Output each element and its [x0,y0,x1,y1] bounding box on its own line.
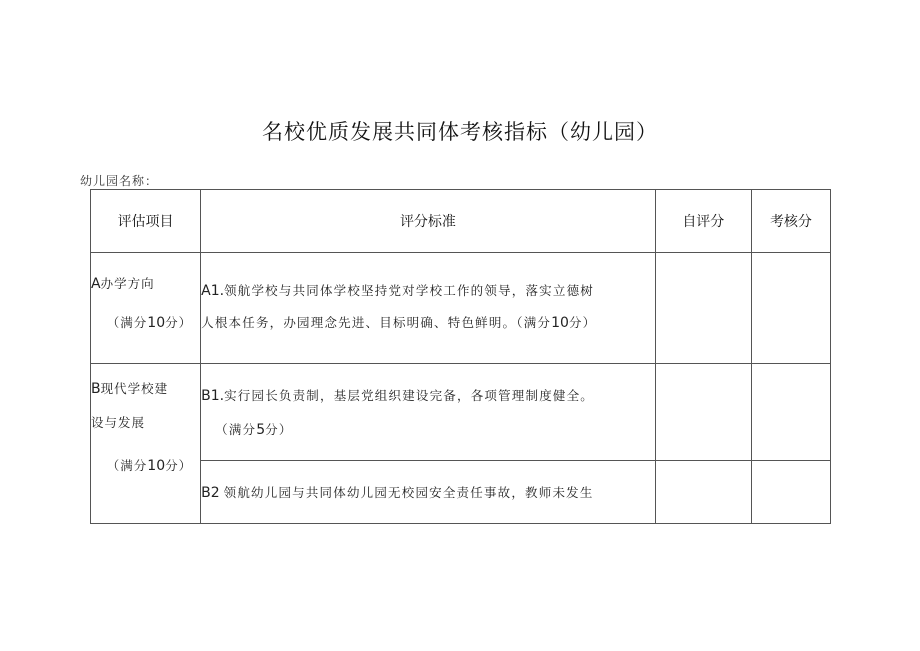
document-title: 名校优质发展共同体考核指标（幼儿园） [262,120,658,144]
item-b-name1: 现代学校建 [100,381,169,396]
item-a-label [91,275,200,293]
assessment-table [90,189,831,524]
max-score-prefix: （满分 [106,458,148,473]
standard-cell-b1 [201,364,656,461]
item-a-max-score [91,313,200,331]
criterion-b1-code: B1. [201,388,225,404]
check-score-cell-b1[interactable] [751,364,830,461]
standard-cell-b2 [201,461,656,524]
criterion-b1-score-prefix: （满分 [215,422,257,437]
criterion-a1-line2 [201,313,655,331]
header-check-score: 考核分 [751,190,830,253]
check-score-cell-b2[interactable] [751,461,830,524]
header-standard: 评分标准 [201,190,656,253]
max-score-suffix: 分） [165,458,193,473]
item-a-name: 办学方向 [100,276,155,291]
max-score-value: 10 [147,458,166,474]
max-score-prefix: （满分 [106,315,148,330]
standard-cell-a1 [201,253,656,364]
table-header-row [91,190,831,253]
table-row-section-b1 [91,364,831,461]
check-score-cell-a1[interactable] [751,253,830,364]
criterion-b1-score-value: 5 [256,422,266,438]
self-score-cell-a1[interactable] [655,253,751,364]
item-b-code: B [91,381,101,397]
criterion-a1-score-suffix: 分） [568,315,597,330]
table-row-section-a [91,253,831,364]
criterion-a1-code: A1. [201,283,225,299]
criterion-b1-line1 [201,386,655,404]
item-b-max-score [91,456,200,474]
criterion-b2-code: B2 [201,485,220,501]
criterion-b2-line1 [201,483,655,501]
criterion-a1-line1 [201,281,655,299]
max-score-value: 10 [147,315,166,331]
kindergarten-name-label: 幼儿园名称： [80,174,159,188]
item-cell-a [91,253,201,364]
header-item: 评估项目 [91,190,201,253]
table-row-section-b2 [91,461,831,524]
item-b-label-line2: 设与发展 [91,415,146,430]
header-self-score: 自评分 [655,190,751,253]
criterion-b1-line2 [201,420,655,438]
criterion-b1-score-suffix: 分） [265,422,293,437]
item-b-label-line1 [91,380,200,398]
criterion-a1-score-value: 10 [551,315,569,331]
criterion-b2-text1: 领航幼儿园与共同体幼儿园无校园安全责任事故，教师未发生 [223,485,594,500]
criterion-a1-text2: 人根本任务，办园理念先进、目标明确、特色鲜明。（满分 [201,315,552,330]
criterion-a1-text1: 领航学校与共同体学校坚持党对学校工作的领导，落实立德树 [224,283,594,298]
criterion-b1-text1: 实行园长负责制，基层党组织建设完备，各项管理制度健全。 [224,388,595,403]
self-score-cell-b1[interactable] [655,364,751,461]
self-score-cell-b2[interactable] [655,461,751,524]
item-cell-b [91,364,201,524]
item-a-code: A [91,276,101,292]
max-score-suffix: 分） [165,315,193,330]
